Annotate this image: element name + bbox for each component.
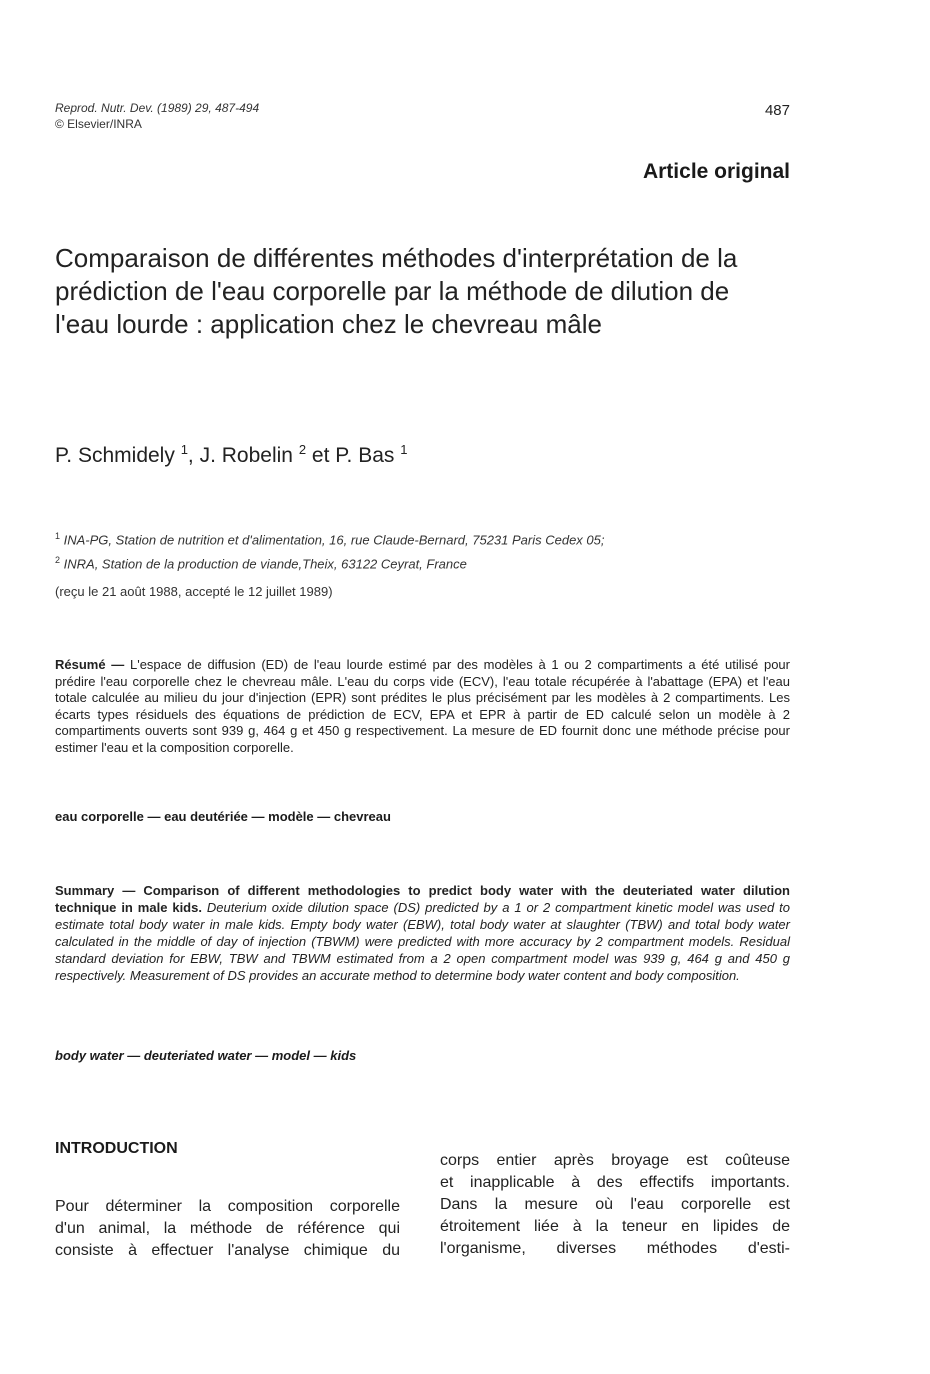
- text-line: d'un animal, la méthode de référence qui: [55, 1220, 400, 1237]
- received-accepted-dates: (reçu le 21 août 1988, accepté le 12 juillet 1989): [55, 584, 333, 599]
- section-heading-introduction: INTRODUCTION: [55, 1140, 178, 1157]
- author-separator: et: [306, 444, 336, 467]
- summary-text: Deuterium oxide dilution space (DS) predicted by a 1 or 2 compartment kinetic model was used to estimate total body water in male kids. Empty body water (EBW), total body water at slaughter (TBW) and total body water calculated in the middle of day of injection (TBWM) were predicted with more accuracy by 2 compartment models. Residual standard deviation for EBW, TBW and TBWM estimated from a 2 open compartment model was 939 g, 464 g and 450 g respectively. Measurement of DS provides an accurate method to determine body water content and body composition.: [55, 900, 790, 983]
- text-line: l'organisme, diverses méthodes d'esti-: [440, 1240, 790, 1257]
- introduction-left-column: [55, 1196, 400, 1262]
- publisher-line: © Elsevier/INRA: [55, 117, 142, 131]
- resume-text: L'espace de diffusion (ED) de l'eau lourde estimé par des modèles à 1 ou 2 compartiments a été utilisé pour prédire l'eau corporelle chez le chevreau mâle. L'eau du corps vide (ECV), l'eau totale récupérée à l'abattage (EPA) et l'eau totale calculée au milieu du jour d'injection (EPR) sont prédites le plus précisément par les modèles à 2 compartiments. Les écarts types résiduels des équations de prédiction de ECV, EPA et EPR à partir de ED calculé selon un modèle à 2 compartiments ouverts sont 939 g, 464 g et 450 g respectivement. La mesure de ED fournit donc une méthode précise pour estimer l'eau et la composition corporelle.: [55, 657, 790, 755]
- summary-label: Summary —: [55, 883, 136, 898]
- author-list: [55, 442, 407, 468]
- summary-abstract: [55, 882, 790, 984]
- affiliation-2: [55, 550, 605, 574]
- resume-label: Résumé —: [55, 657, 125, 672]
- journal-reference: Reprod. Nutr. Dev. (1989) 29, 487-494: [55, 101, 260, 115]
- article-type: Article original: [642, 160, 790, 183]
- keywords-french: eau corporelle — eau deutériée — modèle — chevreau: [55, 809, 391, 824]
- text-line: et inapplicable à des effectifs importants.: [440, 1174, 790, 1191]
- author-affiliation-mark: 1: [180, 442, 188, 457]
- introduction-right-column: [440, 1150, 790, 1260]
- author-affiliation-mark: 1: [400, 442, 408, 457]
- resume-abstract: [55, 657, 790, 756]
- text-line: corps entier après broyage est coûteuse: [440, 1152, 790, 1169]
- affiliations: [55, 526, 605, 575]
- affiliation-mark: 1: [55, 531, 61, 541]
- affiliation-text: INA-PG, Station de nutrition et d'alimentation, 16, rue Claude-Bernard, 75231 Paris Cedex 05;: [63, 532, 605, 548]
- text-line: étroitement liée à la teneur en lipides de: [440, 1218, 790, 1235]
- journal-citation: [55, 100, 259, 132]
- text-line: Dans la mesure où l'eau corporelle est: [440, 1196, 790, 1213]
- page-number: 487: [764, 102, 790, 119]
- article-title: Comparaison de différentes méthodes d'interprétation de la prédiction de l'eau corporelle par la méthode de dilution de l'eau lourde : application chez le chevreau mâle: [55, 243, 738, 339]
- author-separator: ,: [187, 444, 200, 467]
- author-name: P. Bas: [335, 444, 395, 467]
- affiliation-text: INRA, Station de la production de viande,Theix, 63122 Ceyrat, France: [63, 556, 467, 572]
- affiliation-mark: 2: [55, 555, 61, 566]
- text-line: consiste à effectuer l'analyse chimique du: [55, 1242, 400, 1259]
- author-affiliation-mark: 2: [298, 442, 307, 457]
- summary-heading: Comparison of different methodologies to predict body water with the deuteriated water dilution technique in male kids.: [55, 883, 790, 915]
- keywords-english: body water — deuteriated water — model — kids: [55, 1048, 357, 1063]
- affiliation-1: [55, 526, 605, 550]
- text-line: Pour déterminer la composition corporelle: [55, 1198, 400, 1215]
- author-name: P. Schmidely: [55, 444, 175, 467]
- author-name: J. Robelin: [199, 444, 293, 467]
